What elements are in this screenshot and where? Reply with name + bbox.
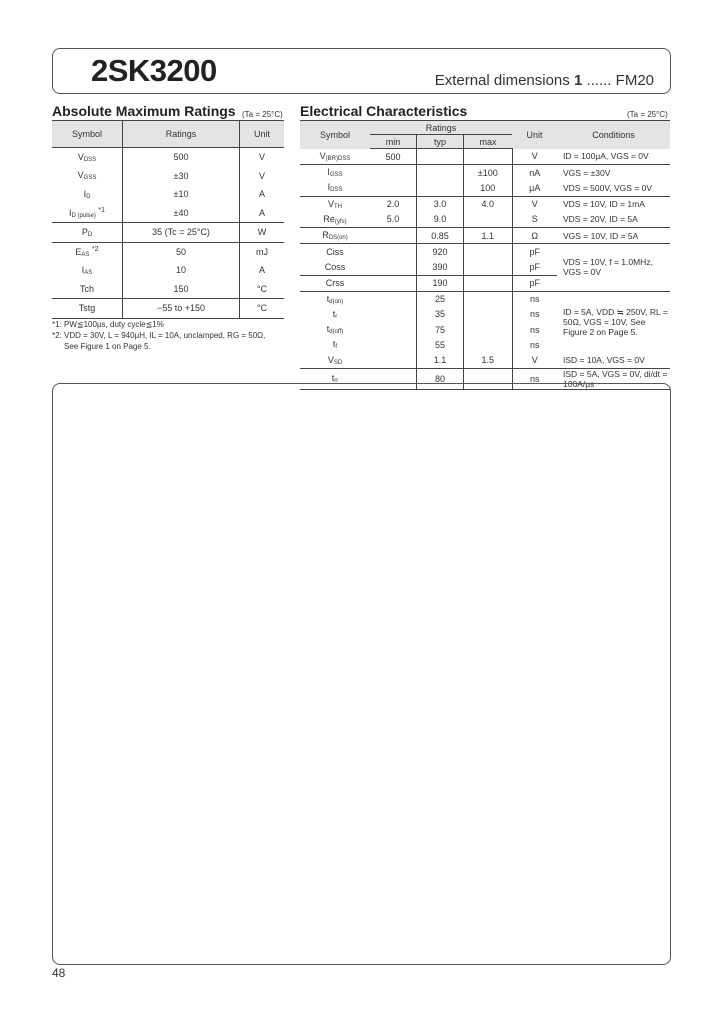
page-number: 48 (52, 966, 66, 980)
symbol-cell (300, 149, 370, 165)
footnote-ref: *1 (98, 206, 105, 214)
symbol: V (77, 170, 84, 181)
table-row (52, 167, 284, 186)
symbol-subscript: f (335, 344, 338, 351)
unit-value: ns (512, 322, 557, 337)
min-value (370, 291, 417, 307)
symbol-subscript: d(off) (329, 329, 344, 336)
symbol-subscript: GSS (329, 172, 343, 179)
rating-value: 10 (123, 261, 240, 280)
symbol-cell (300, 352, 370, 368)
external-dimensions (435, 72, 654, 89)
unit-value: °C (256, 283, 268, 294)
typ-value: 25 (417, 291, 464, 307)
typ-value: 920 (417, 244, 464, 260)
col-symbol: Symbol (52, 121, 123, 148)
table-row (52, 148, 284, 167)
symbol-cell (300, 259, 370, 275)
unit-value: ns (512, 337, 557, 352)
rating-value: ±10 (123, 185, 240, 204)
max-value: ±100 (464, 165, 513, 181)
typ-value: 390 (417, 259, 464, 275)
symbol-cell (300, 227, 370, 243)
symbol-cell (300, 337, 370, 352)
unit-value: pF (512, 275, 557, 291)
elec-table (300, 120, 670, 390)
table-row (52, 261, 284, 280)
unit-value: S (512, 212, 557, 228)
symbol-subscript: D (pulse) (71, 212, 96, 219)
table-row (300, 227, 670, 243)
min-value (370, 307, 417, 322)
symbol-subscript: (yfs) (334, 218, 347, 225)
unit-value: V (258, 170, 265, 181)
table-row (300, 180, 670, 196)
col-unit: Unit (526, 129, 543, 140)
col-symbol: Symbol (319, 129, 350, 140)
max-value (464, 259, 513, 275)
max-value (464, 307, 513, 322)
symbol-cell (52, 223, 123, 243)
symbol-cell (300, 165, 370, 181)
footnote-1: *1: PW≦100μs, duty cycle≦1% (52, 320, 164, 329)
conditions: ISD = 5A, VGS = 0V, di/dt = 100A/μs (557, 368, 670, 389)
conditions: VGS = ±30V (557, 165, 670, 181)
symbol: R (322, 230, 329, 241)
min-value (370, 259, 417, 275)
table-row (300, 165, 670, 181)
symbol-subscript: TH (334, 203, 342, 210)
table-row (52, 242, 284, 261)
unit-value: V (512, 196, 557, 212)
symbol-cell (300, 196, 370, 212)
symbol-cell (300, 291, 370, 307)
symbol: Tch (79, 283, 94, 294)
typ-value (417, 180, 464, 196)
unit-value: μA (512, 180, 557, 196)
abs-ta: (Ta = 25°C) (242, 110, 283, 119)
typ-value: 1.1 (417, 352, 464, 368)
typ-value (417, 149, 464, 165)
table-row (300, 212, 670, 228)
rating-value: −55 to +150 (123, 299, 240, 319)
conditions-capacitance: VDS = 10V, f = 1.0MHz, VGS = 0V (557, 244, 670, 292)
rating-value: 150 (123, 280, 240, 299)
min-value: 2.0 (370, 196, 417, 212)
symbol: E (75, 246, 82, 257)
min-value (370, 337, 417, 352)
table-row (300, 352, 670, 368)
symbol: V (327, 354, 334, 365)
conditions-switching: ID = 5A, VDD ≒ 250V, RL = 50Ω, VGS = 10V, See Figure 2 on Page 5. (557, 291, 670, 352)
table-row (300, 244, 670, 260)
table-row (300, 149, 670, 165)
min-value (370, 165, 417, 181)
symbol: t (331, 373, 335, 384)
conditions: ISD = 10A, VGS = 0V (563, 355, 645, 366)
symbol: Crss (325, 278, 345, 289)
symbol-cell (300, 180, 370, 196)
max-value (464, 244, 513, 260)
table-row (300, 291, 670, 307)
unit-value: pF (512, 244, 557, 260)
unit-value: ns (512, 307, 557, 322)
table-row (52, 185, 284, 204)
symbol-cell (52, 299, 123, 319)
symbol-cell (52, 167, 123, 186)
col-min: min (370, 135, 417, 149)
part-number: 2SK3200 (91, 53, 217, 88)
ext-num: 1 (573, 72, 583, 89)
symbol-subscript: D (86, 193, 91, 200)
unit-value: A (258, 265, 265, 276)
min-value: 5.0 (386, 214, 400, 225)
typ-value (417, 165, 464, 181)
max-value (464, 275, 513, 291)
rating-value: 50 (123, 242, 240, 261)
symbol: Ciss (326, 246, 344, 257)
min-value (370, 275, 417, 291)
typ-value: 190 (417, 275, 464, 291)
typ-value: 80 (417, 368, 464, 389)
unit-value: °C (240, 299, 285, 319)
footnote-2: *2: VDD = 30V, L = 940μH, IL = 10A, unclamped, RG = 50Ω, (52, 331, 266, 340)
elec-title: Electrical Characteristics (300, 103, 468, 119)
abs-max-table (52, 120, 284, 319)
unit-value: pF (512, 259, 557, 275)
max-value (464, 337, 513, 352)
min-value (370, 244, 417, 260)
conditions: VGS = 10V, ID = 5A (557, 227, 670, 243)
symbol-subscript: DSS (330, 187, 343, 194)
symbol-subscript: DS(on) (328, 235, 348, 242)
min-value (370, 180, 417, 196)
max-value (464, 149, 513, 165)
symbol-subscript: SD (333, 359, 343, 366)
unit-value: Ω (512, 227, 557, 243)
col-max: max (464, 135, 513, 149)
symbol: Tstg (78, 303, 96, 314)
unit-value: A (258, 207, 265, 218)
typ-value: 0.85 (417, 227, 464, 243)
max-value (464, 291, 513, 307)
typ-value: 9.0 (417, 212, 464, 228)
conditions: ID = 100μA, VGS = 0V (563, 151, 649, 162)
symbol-cell (300, 322, 370, 337)
typ-value: 55 (417, 337, 464, 352)
symbol: t (332, 308, 336, 319)
symbol-cell (300, 212, 370, 228)
abs-max-title: Absolute Maximum Ratings (52, 103, 236, 119)
max-value: 100 (464, 180, 513, 196)
min-value (370, 227, 417, 243)
max-value: 1.5 (464, 352, 513, 368)
symbol: I (81, 264, 85, 275)
ext-label: External dimensions (434, 72, 570, 89)
footnote-ref: *2 (91, 245, 99, 253)
symbol-cell (300, 244, 370, 260)
table-row (52, 299, 284, 319)
symbol-subscript: (BR)DSS (325, 155, 351, 162)
header-box (52, 48, 671, 94)
figure-area (52, 383, 671, 965)
col-ratings: Ratings (370, 121, 512, 135)
rating-value: ±40 (123, 204, 240, 223)
symbol-cell (300, 275, 370, 291)
abs-footnotes (52, 319, 265, 352)
table-row (300, 196, 670, 212)
symbol-subscript: r (335, 313, 338, 320)
col-unit: Unit (240, 121, 285, 148)
symbol: I (327, 182, 331, 193)
symbol-cell (52, 242, 123, 261)
table-row (52, 280, 284, 299)
unit-value: nA (512, 165, 557, 181)
symbol: V (77, 151, 84, 162)
symbol-subscript: AS (81, 251, 90, 258)
rating-value: 35 (Tc = 25°C) (123, 223, 240, 243)
symbol-cell (300, 307, 370, 322)
symbol-cell (52, 261, 123, 280)
unit-value: A (258, 189, 265, 200)
typ-value: 75 (417, 322, 464, 337)
conditions: VDS = 500V, VGS = 0V (563, 182, 652, 193)
symbol-cell (52, 185, 123, 204)
max-value: 4.0 (464, 196, 513, 212)
symbol-subscript: GSS (83, 175, 97, 182)
symbol: I (83, 188, 87, 199)
symbol-subscript: DSS (83, 156, 97, 163)
table-row (52, 204, 284, 223)
min-value (370, 352, 417, 368)
symbol-cell (52, 148, 123, 167)
symbol-subscript: d(on) (329, 298, 344, 305)
table-row (52, 223, 284, 243)
symbol-cell (52, 280, 123, 299)
typ-value: 35 (417, 307, 464, 322)
typ-value: 3.0 (417, 196, 464, 212)
symbol-subscript: D (87, 231, 93, 238)
max-value (464, 212, 513, 228)
unit-value: V (512, 149, 557, 165)
rating-value: 500 (123, 148, 240, 167)
unit-value: V (512, 352, 557, 368)
footnote-2-cont: See Figure 1 on Page 5. (64, 342, 151, 351)
symbol-subscript: rr (334, 378, 339, 385)
unit-value: ns (512, 291, 557, 307)
symbol: V (319, 150, 326, 161)
elec-ta: (Ta = 25°C) (627, 110, 668, 119)
symbol: P (81, 226, 88, 237)
ext-package: FM20 (615, 72, 654, 89)
symbol: t (332, 339, 336, 350)
max-value: 1.1 (464, 227, 513, 243)
unit-value: V (258, 152, 265, 163)
conditions: VDS = 10V, ID = 1mA (557, 196, 670, 212)
col-conditions: Conditions (592, 129, 635, 140)
symbol: Re (323, 213, 335, 224)
min-value: 500 (385, 151, 401, 162)
col-ratings: Ratings (123, 121, 240, 148)
symbol-subscript: AS (84, 269, 93, 276)
ext-dots: ...... (586, 72, 612, 89)
col-typ: typ (417, 135, 464, 149)
symbol-cell (52, 204, 123, 223)
symbol: t (326, 293, 330, 304)
symbol: V (327, 198, 334, 209)
max-value (464, 322, 513, 337)
rating-value: ±30 (123, 167, 240, 186)
unit-value: mJ (240, 242, 285, 261)
symbol: t (326, 324, 330, 335)
symbol: I (327, 167, 330, 178)
conditions: VDS = 20V, ID = 5A (563, 214, 638, 225)
unit-value: W (240, 223, 285, 243)
symbol: Coss (324, 261, 346, 272)
symbol: I (69, 207, 72, 218)
unit-value: ns (512, 368, 557, 389)
min-value (370, 322, 417, 337)
